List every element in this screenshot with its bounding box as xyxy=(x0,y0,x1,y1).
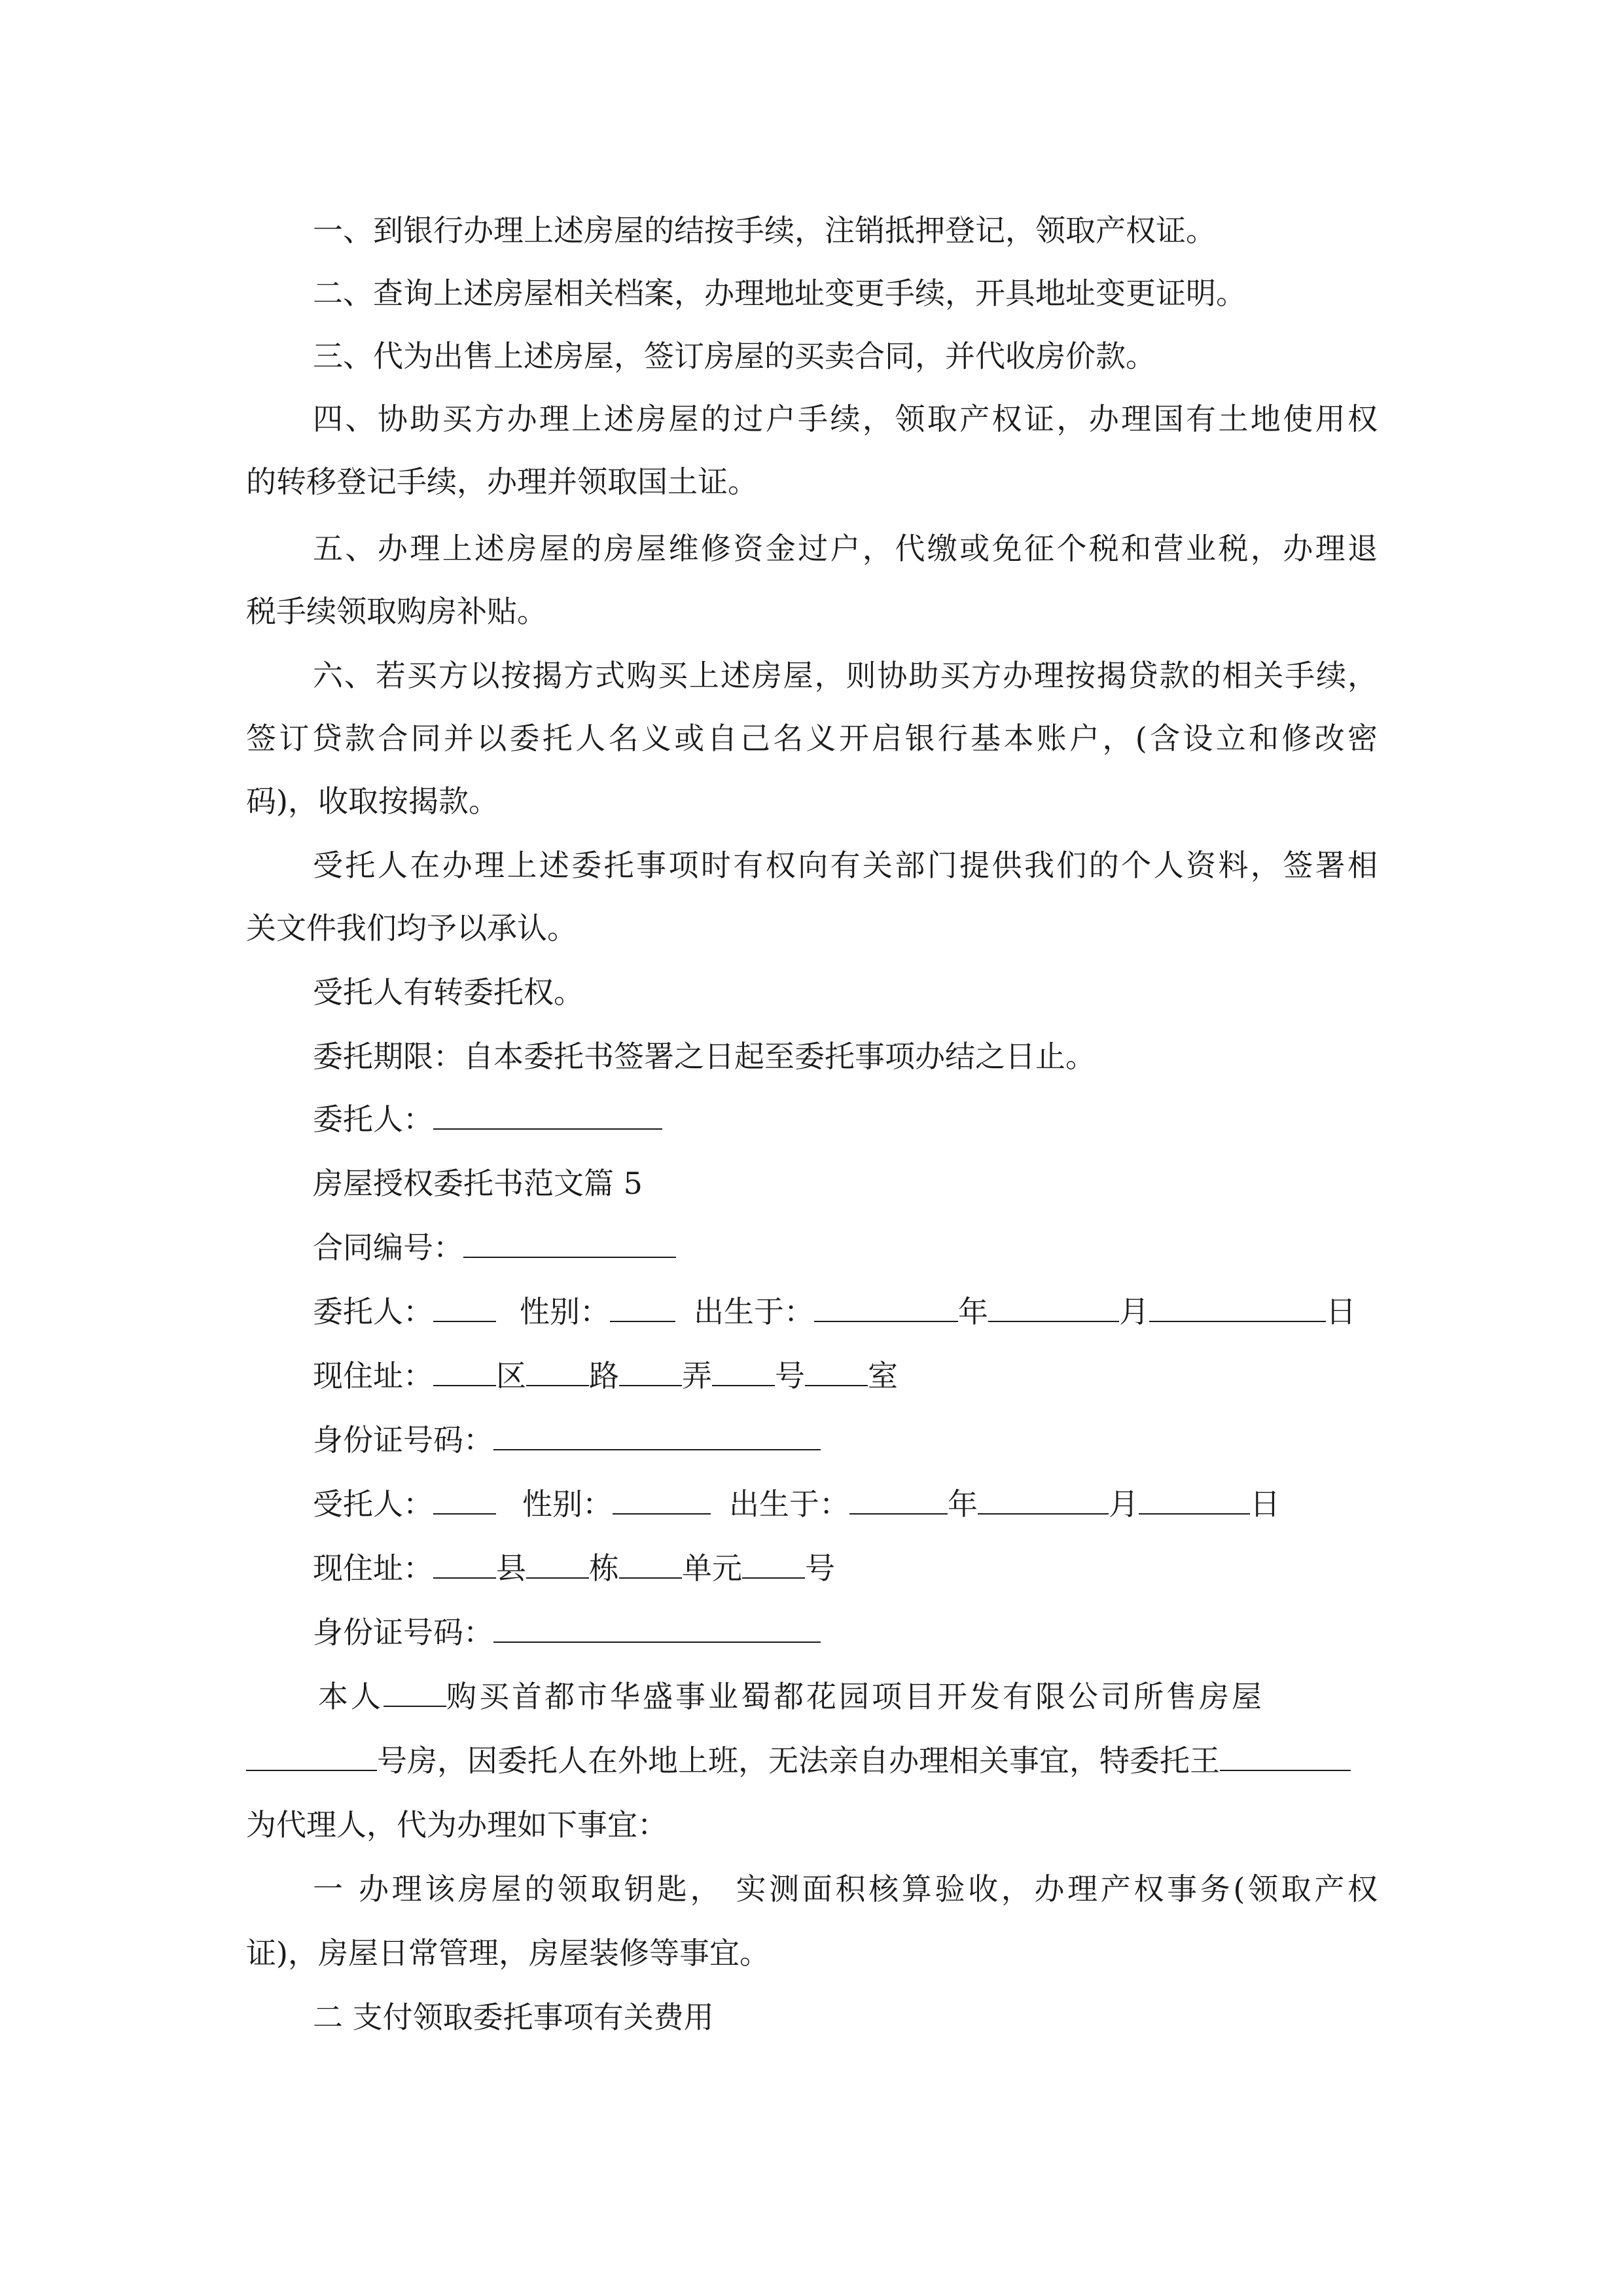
paragraph-9: 委托期限：自本委托书签署之日起至委托事项办结之日止。 xyxy=(313,1039,1096,1074)
unit-blank[interactable] xyxy=(619,1549,682,1579)
paragraph-7-line-2: 关文件我们均予以承认。 xyxy=(246,910,577,946)
room-number-blank[interactable] xyxy=(246,1741,377,1771)
id-blank-1[interactable] xyxy=(493,1420,821,1450)
principal-gender-blank[interactable] xyxy=(610,1292,675,1322)
county-label: 县 xyxy=(496,1551,526,1586)
paragraph-4-line-2: 的转移登记手续，办理并领取国土证。 xyxy=(246,464,758,499)
number-label-1: 号 xyxy=(775,1358,805,1393)
agent-name-blank-2[interactable] xyxy=(1220,1741,1351,1771)
address-row-1 xyxy=(313,1356,898,1395)
agent-month-blank[interactable] xyxy=(978,1484,1109,1515)
item-2: 二 支付领取委托事项有关费用 xyxy=(313,2000,714,2035)
number-blank-1[interactable] xyxy=(712,1356,775,1386)
agent-info-row xyxy=(313,1484,1280,1524)
principal-row-label: 委托人： xyxy=(313,1294,433,1329)
body-l1a: 本人 xyxy=(318,1679,383,1714)
room-label: 室 xyxy=(868,1358,898,1393)
lane-blank[interactable] xyxy=(619,1356,682,1386)
contract-no-label: 合同编号： xyxy=(313,1230,463,1265)
body-l2a: 号房，因委托人在外地上班，无法亲自办理相关事宜，特委托王 xyxy=(377,1743,1220,1778)
principal-gender-label: 性别： xyxy=(520,1294,610,1329)
paragraph-4-line-1: 四、协助买方办理上述房屋的过户手续，领取产权证，办理国有土地使用权 xyxy=(313,401,1378,437)
number-label-2: 号 xyxy=(805,1551,835,1586)
principal-year-label: 年 xyxy=(958,1294,988,1329)
contract-no-blank[interactable] xyxy=(463,1228,676,1258)
paragraph-5-line-2: 税手续领取购房补贴。 xyxy=(246,594,547,629)
principal-info-row xyxy=(313,1292,1356,1331)
county-blank[interactable] xyxy=(433,1549,496,1579)
id-number-row-2 xyxy=(313,1613,821,1652)
agent-gender-label: 性别： xyxy=(522,1486,613,1522)
principal-name-blank[interactable] xyxy=(433,1292,496,1322)
paragraph-7-line-1: 受托人在办理上述委托事项时有权向有关部门提供我们的个人资料，签署相 xyxy=(313,848,1378,883)
paragraph-6-line-1: 六、若买方以按揭方式购买上述房屋，则协助买方办理按揭贷款的相关手续， xyxy=(313,658,1378,693)
agent-born-label: 出生于： xyxy=(729,1486,849,1522)
road-blank[interactable] xyxy=(526,1356,589,1386)
body-l1b: 购买首都市华盛事业蜀都花园项目开发有限公司所售房屋 xyxy=(446,1679,1264,1714)
district-blank[interactable] xyxy=(433,1356,496,1386)
number-blank-2[interactable] xyxy=(742,1549,805,1579)
paragraph-6-line-3: 码)，收取按揭款。 xyxy=(246,783,499,819)
paragraph-3: 三、代为出售上述房屋，签订房屋的买卖合同，并代收房价款。 xyxy=(313,338,1156,374)
room-blank[interactable] xyxy=(805,1356,868,1386)
agent-year-blank[interactable] xyxy=(849,1484,948,1515)
principal-day-blank[interactable] xyxy=(1149,1292,1326,1322)
body-line-2 xyxy=(246,1741,1378,1780)
address-label-1: 现住址： xyxy=(313,1358,433,1393)
id-blank-2[interactable] xyxy=(493,1613,821,1643)
agent-year-label: 年 xyxy=(948,1486,978,1522)
principal-born-label: 出生于： xyxy=(694,1294,814,1329)
principal-signature-line xyxy=(313,1100,662,1139)
agent-gender-blank[interactable] xyxy=(613,1484,711,1515)
district-label: 区 xyxy=(496,1358,526,1393)
paragraph-8: 受托人有转委托权。 xyxy=(313,975,584,1010)
contract-number-line xyxy=(313,1228,676,1267)
lane-label: 弄 xyxy=(682,1358,712,1393)
unit-label: 单元 xyxy=(682,1551,742,1586)
agent-month-label: 月 xyxy=(1109,1486,1139,1522)
address-row-2 xyxy=(313,1549,835,1588)
principal-year-blank[interactable] xyxy=(814,1292,958,1322)
id-label-2: 身份证号码： xyxy=(313,1615,493,1650)
paragraph-1: 一、到银行办理上述房屋的结按手续，注销抵押登记，领取产权证。 xyxy=(313,213,1216,248)
road-label: 路 xyxy=(589,1358,619,1393)
agent-row-label: 受托人： xyxy=(313,1486,433,1522)
principal-label: 委托人： xyxy=(313,1102,433,1137)
paragraph-6-line-2: 签订贷款合同并以委托人名义或自己名义开启银行基本账户，(含设立和修改密 xyxy=(246,721,1378,756)
building-label: 栋 xyxy=(589,1551,619,1586)
section-title: 房屋授权委托书范文篇 5 xyxy=(313,1166,643,1201)
principal-month-label: 月 xyxy=(1119,1294,1149,1329)
principal-blank[interactable] xyxy=(433,1100,662,1130)
principal-day-label: 日 xyxy=(1326,1294,1356,1329)
paragraph-2: 二、查询上述房屋相关档案，办理地址变更手续，开具地址变更证明。 xyxy=(313,276,1246,311)
id-label-1: 身份证号码： xyxy=(313,1422,493,1458)
body-line-3: 为代理人，代为办理如下事宜： xyxy=(246,1807,668,1842)
building-blank[interactable] xyxy=(526,1549,589,1579)
address-label-2: 现住址： xyxy=(313,1551,433,1586)
body-line-1 xyxy=(318,1677,1378,1716)
paragraph-5-line-1: 五、办理上述房屋的房屋维修资金过户，代缴或免征个税和营业税，办理退 xyxy=(313,531,1378,566)
item-1-line-1: 一 办理该房屋的领取钥匙， 实测面积核算验收，办理产权事务(领取产权 xyxy=(313,1871,1378,1907)
id-number-row-1 xyxy=(313,1420,821,1460)
agent-day-blank[interactable] xyxy=(1139,1484,1250,1515)
item-1-line-2: 证)，房屋日常管理，房屋装修等事宜。 xyxy=(246,1935,770,1971)
agent-name-blank[interactable] xyxy=(433,1484,496,1515)
buyer-name-blank[interactable] xyxy=(383,1677,446,1707)
principal-month-blank[interactable] xyxy=(988,1292,1119,1322)
agent-day-label: 日 xyxy=(1250,1486,1280,1522)
